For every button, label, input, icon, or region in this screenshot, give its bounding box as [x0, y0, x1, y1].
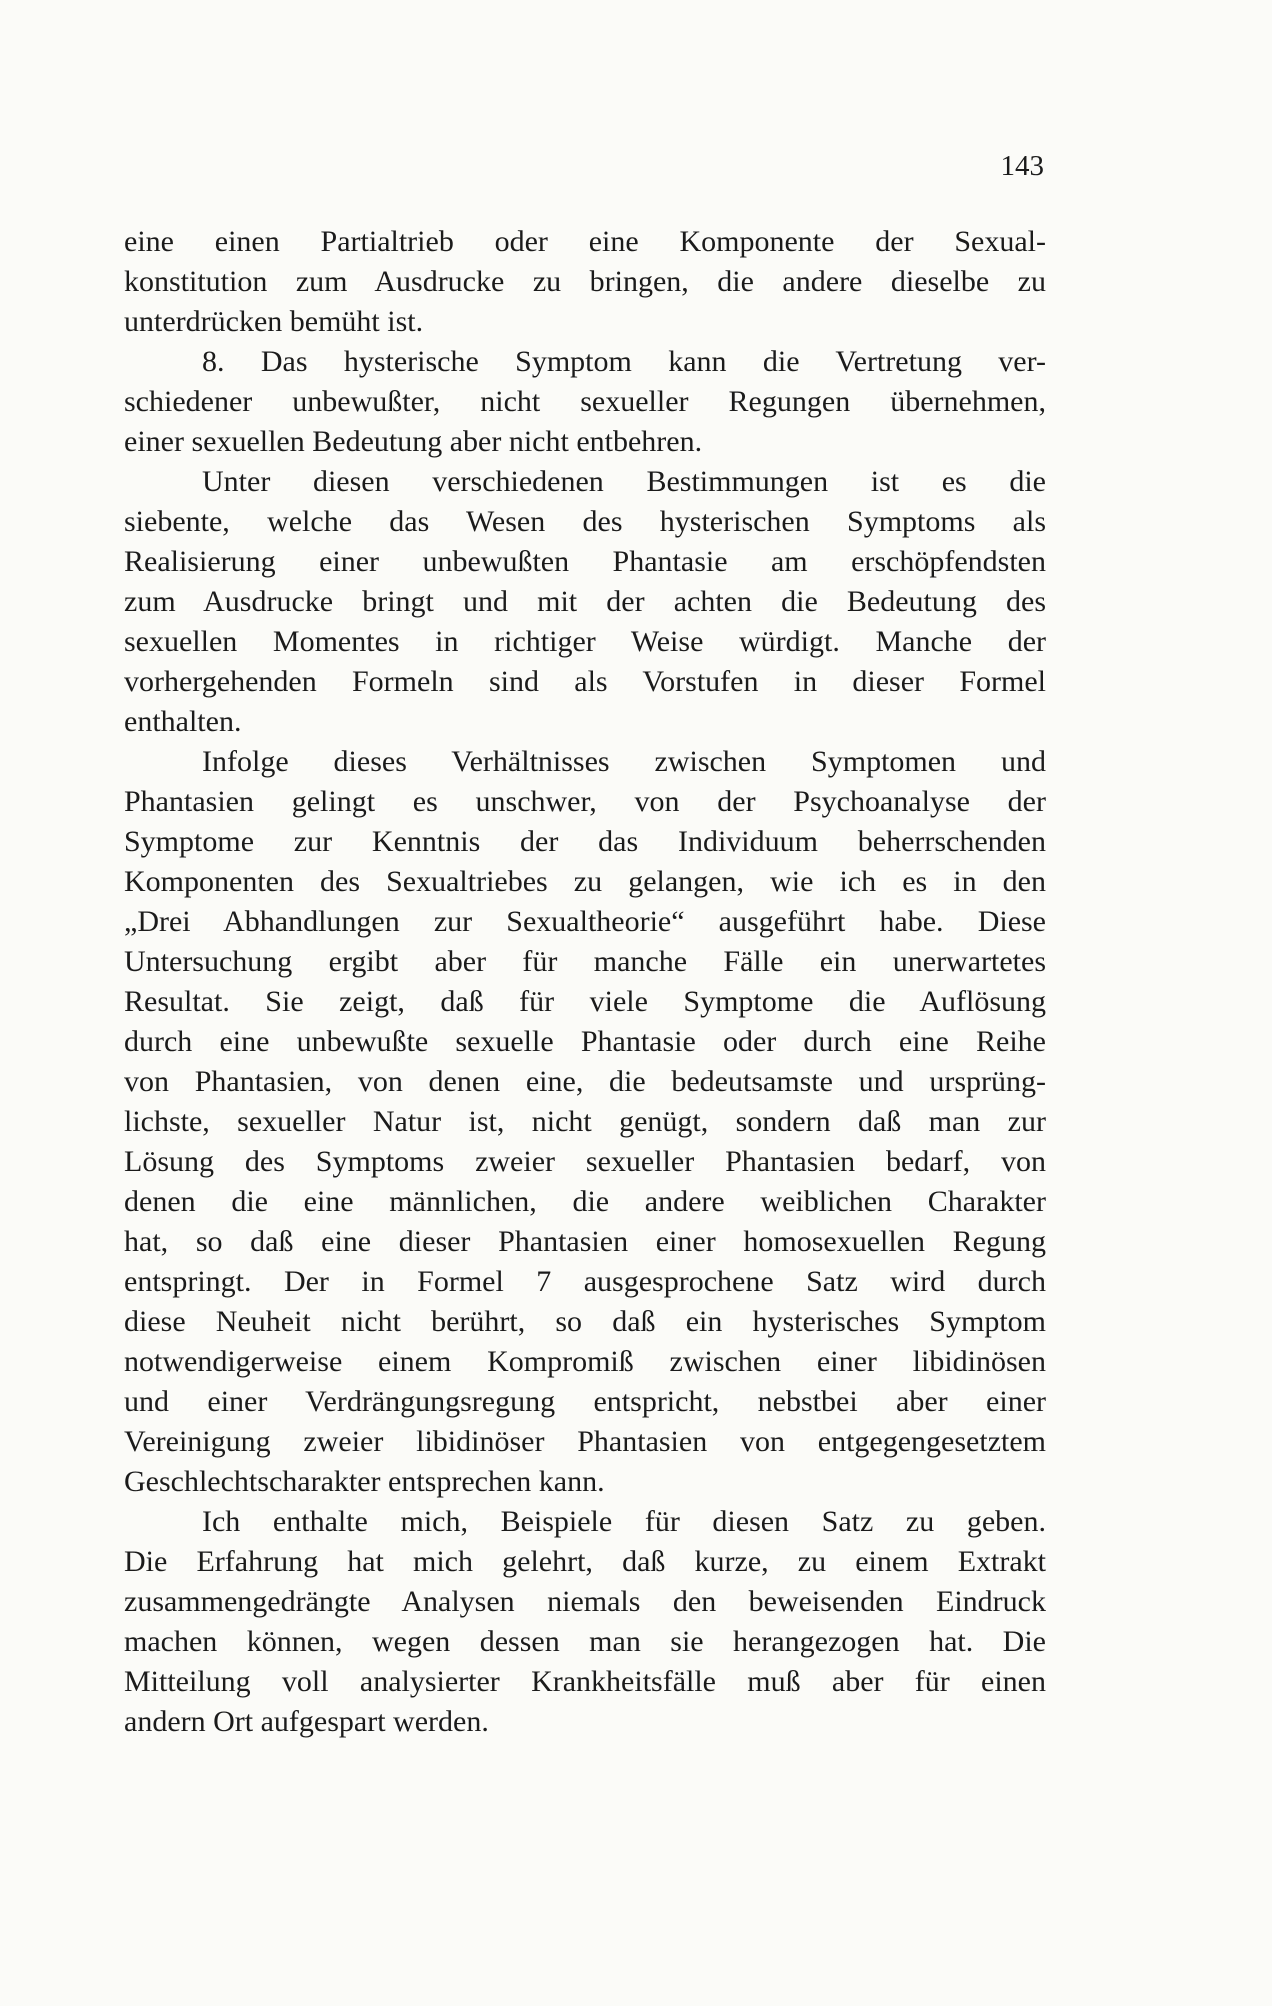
text-line: Ich enthalte mich, Beispiele für diesen Satz zu geben.: [202, 1505, 1046, 1538]
text-line: enthalten.: [124, 705, 242, 738]
text-line: einer sexuellen Bedeutung aber nicht entbehren.: [124, 425, 703, 458]
text-line: „Drei Abhandlungen zur Sexualtheorie“ ausgeführt habe. Diese: [124, 905, 1046, 938]
text-line: machen können, wegen dessen man sie herangezogen hat. Die: [124, 1625, 1046, 1658]
text-line: lichste, sexueller Natur ist, nicht genügt, sondern daß man zur: [124, 1105, 1046, 1138]
text-line: konstitution zum Ausdrucke zu bringen, die andere dieselbe zu: [124, 265, 1046, 298]
text-line: unterdrücken bemüht ist.: [124, 305, 424, 338]
text-line: sexuellen Momentes in richtiger Weise würdigt. Manche der: [124, 625, 1046, 658]
text-line: zusammengedrängte Analysen niemals den beweisenden Eindruck: [124, 1585, 1046, 1618]
text-line: 8. Das hysterische Symptom kann die Vertretung ver-: [202, 345, 1046, 378]
text-line: andern Ort aufgespart werden.: [124, 1705, 489, 1738]
text-line: zum Ausdrucke bringt und mit der achten die Bedeutung des: [124, 585, 1046, 618]
text-line: Geschlechtscharakter entsprechen kann.: [124, 1465, 605, 1498]
text-line: Mitteilung voll analysierter Krankheitsfälle muß aber für einen: [124, 1665, 1046, 1698]
body-text: [124, 222, 1046, 1742]
text-line: vorhergehenden Formeln sind als Vorstufen in dieser Formel: [124, 665, 1046, 698]
text-line: Resultat. Sie zeigt, daß für viele Symptome die Auflösung: [124, 985, 1046, 1018]
text-line: durch eine unbewußte sexuelle Phantasie oder durch eine Reihe: [124, 1025, 1046, 1058]
text-line: Die Erfahrung hat mich gelehrt, daß kurze, zu einem Extrakt: [124, 1545, 1046, 1578]
text-line: hat, so daß eine dieser Phantasien einer homosexuellen Regung: [124, 1225, 1046, 1258]
text-line: Vereinigung zweier libidinöser Phantasien von entgegengesetztem: [124, 1425, 1046, 1458]
text-line: und einer Verdrängungsregung entspricht, nebstbei aber einer: [124, 1385, 1046, 1418]
text-line: denen die eine männlichen, die andere weiblichen Charakter: [124, 1185, 1046, 1218]
text-line: Symptome zur Kenntnis der das Individuum beherrschenden: [124, 825, 1046, 858]
text-line: Phantasien gelingt es unschwer, von der Psychoanalyse der: [124, 785, 1046, 818]
paragraph: [124, 462, 1046, 742]
text-line: Komponenten des Sexualtriebes zu gelangen, wie ich es in den: [124, 865, 1046, 898]
page-number: 143: [1000, 150, 1044, 182]
text-line: Infolge dieses Verhältnisses zwischen Symptomen und: [202, 745, 1046, 778]
text-line: Unter diesen verschiedenen Bestimmungen ist es die: [202, 465, 1046, 498]
text-line: diese Neuheit nicht berührt, so daß ein hysterisches Symptom: [124, 1305, 1046, 1338]
text-line: eine einen Partialtrieb oder eine Komponente der Sexual-: [124, 225, 1046, 258]
text-line: siebente, welche das Wesen des hysterischen Symptoms als: [124, 505, 1046, 538]
paragraph: [124, 742, 1046, 1502]
paragraph: [124, 1502, 1046, 1742]
text-line: schiedener unbewußter, nicht sexueller Regungen übernehmen,: [124, 385, 1046, 418]
paragraph: [124, 222, 1046, 342]
text-line: von Phantasien, von denen eine, die bedeutsamste und ursprüng-: [124, 1065, 1046, 1098]
text-line: Lösung des Symptoms zweier sexueller Phantasien bedarf, von: [124, 1145, 1046, 1178]
text-line: notwendigerweise einem Kompromiß zwischen einer libidinösen: [124, 1345, 1046, 1378]
text-line: Realisierung einer unbewußten Phantasie am erschöpfendsten: [124, 545, 1046, 578]
text-line: Untersuchung ergibt aber für manche Fälle ein unerwartetes: [124, 945, 1046, 978]
paragraph: [124, 342, 1046, 462]
text-line: entspringt. Der in Formel 7 ausgesprochene Satz wird durch: [124, 1265, 1046, 1298]
